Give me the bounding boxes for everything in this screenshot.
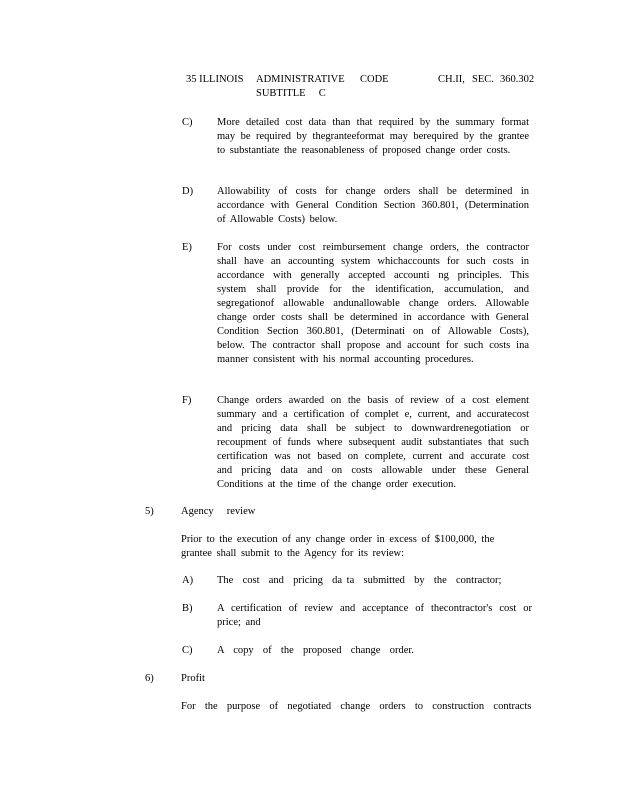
- header-chapter: CH.II,: [438, 74, 465, 85]
- header-title-part: CODE: [360, 74, 389, 85]
- item-label: C): [182, 117, 193, 128]
- section-number: 6): [145, 673, 154, 684]
- header-subtitle: SUBTITLE C: [256, 88, 326, 99]
- item-label: F): [182, 395, 192, 406]
- header-line-1: [186, 73, 546, 87]
- item-text: More detailed cost data than that required by the summary format may be required by thegranteeformat may berequired by the grantee to substantiate the reasonableness of proposed change order costs.: [217, 117, 529, 156]
- item-label: C): [182, 645, 193, 656]
- header-line-2: [186, 87, 546, 101]
- item-label: E): [182, 242, 192, 253]
- item-label: A): [182, 575, 194, 586]
- header-section-number: 360.302: [500, 74, 535, 85]
- item-text: The cost and pricing da ta submitted by the contractor;: [217, 575, 502, 586]
- item-text: Change orders awarded on the basis of review of a cost element summary and a certification of complet e, current, and accuratecost and pricing data shall be subject to downwardrenegotiation or recoupment of funds where subsequent audit substantiates that such certification was not based on complete, current and accurate cost and pricing data and on costs allowable under these General Conditions at the time of the change order execution.: [217, 395, 529, 490]
- item-label: D): [182, 186, 194, 197]
- section-title: Agency review: [181, 506, 256, 517]
- section-number: 5): [145, 506, 154, 517]
- header-title-part: ADMINISTRATIVE: [256, 74, 345, 85]
- item-text: A certification of review and acceptance of thecontractor's cost or price; and: [217, 603, 532, 628]
- section-title: Profit: [181, 673, 205, 684]
- section-6-intro: For the purpose of negotiated change orders to construction contracts: [181, 701, 532, 712]
- header-title-part: 35 ILLINOIS: [186, 74, 244, 85]
- section-5-intro: Prior to the execution of any change order in excess of $100,000, the grantee shall submit to the Agency for its review:: [181, 534, 495, 559]
- item-text: For costs under cost reimbursement change orders, the contractor shall have an accounting system whichaccounts for such costs in accordance with generally accepted accounti ng principles. This system shall provide for the identification, accumulation, and segregationof allowable andunallowable change orders. Allowable change order costs shall be determined in accordance with General Condition Section 360.801, (Determinati on of Allowable Costs), below. The contractor shall propose and account for such costs ina manner consistent with his normal accounting procedures.: [217, 242, 529, 365]
- item-text: Allowability of costs for change orders shall be determined in accordance with General Condition Section 360.801, (Determination of Allowable Costs) below.: [217, 186, 529, 225]
- header-sec-label: SEC.: [472, 74, 494, 85]
- page-header: [186, 73, 546, 101]
- item-text: A copy of the proposed change order.: [217, 645, 414, 656]
- item-label: B): [182, 603, 193, 614]
